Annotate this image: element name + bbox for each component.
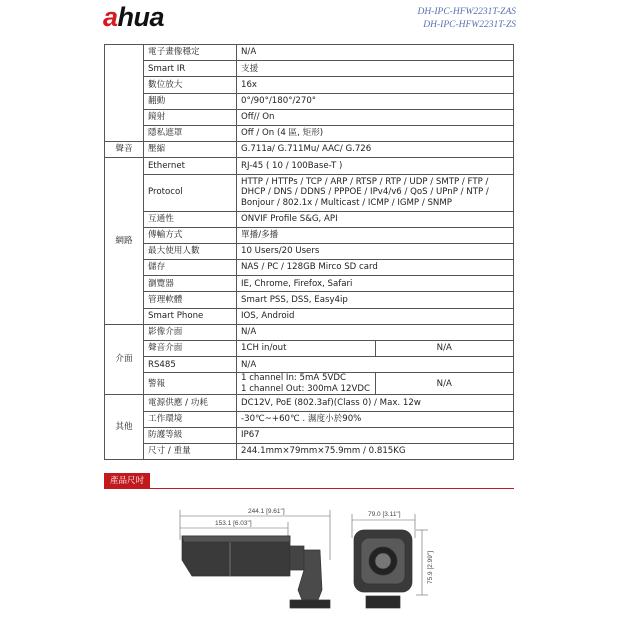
dimension-drawing	[170, 500, 460, 618]
spec-key: Protocol	[144, 174, 237, 211]
table-row	[105, 443, 514, 459]
table-row	[105, 45, 514, 61]
spec-value: 16x	[237, 77, 514, 93]
spec-value: -30℃~+60℃ . 濕度小於90%	[237, 411, 514, 427]
spec-key: 壓縮	[144, 142, 237, 158]
spec-value: 244.1mm×79mm×75.9mm / 0.815KG	[237, 443, 514, 459]
spec-value	[237, 373, 376, 395]
spec-key: 傳輸方式	[144, 227, 237, 243]
table-row	[105, 324, 514, 340]
category-interface: 介面	[105, 324, 144, 395]
alarm-in: 1 channel In: 5mA 5VDC	[241, 373, 346, 384]
spec-value: N/A	[237, 324, 514, 340]
logo-wordmark: ahua	[103, 2, 165, 32]
table-row	[105, 93, 514, 109]
front-width-label: 79.0 [3.11"]	[368, 511, 401, 518]
spec-key: 翻動	[144, 93, 237, 109]
model-numbers	[417, 6, 516, 32]
model-number-1: DH-IPC-HFW2231T-ZAS	[417, 7, 516, 17]
spec-value: HTTP / HTTPs / TCP / ARP / RTSP / RTP / UDP / SMTP / FTP / DHCP / DNS / DDNS / PPPOE / IPv4/v6 / QoS / UPnP / NTP / Bonjour / 802.1x / Multicast / ICMP / IGMP / SNMP	[237, 174, 514, 211]
table-row	[105, 174, 514, 211]
dimensions-section-label: 產品尺吋	[104, 473, 150, 489]
spec-key: 工作環境	[144, 411, 237, 427]
spec-value: N/A	[237, 45, 514, 61]
spec-value: Off// On	[237, 109, 514, 125]
spec-key: 鏡射	[144, 109, 237, 125]
spec-key: 互通性	[144, 211, 237, 227]
spec-value: IE, Chrome, Firefox, Safari	[237, 276, 514, 292]
spec-value-2: N/A	[375, 373, 514, 395]
model-number-2: DH-IPC-HFW2231T-ZS	[423, 20, 516, 30]
spec-value: 支援	[237, 61, 514, 77]
spec-key: 隱私遮罩	[144, 125, 237, 141]
category-cell	[105, 45, 144, 142]
body-length-label: 153.1 [6.03"]	[215, 520, 252, 527]
spec-value: DC12V, PoE (802.3af)(Class 0) / Max. 12w	[237, 395, 514, 411]
table-row	[105, 308, 514, 324]
spec-value-2: N/A	[375, 341, 514, 357]
spec-value: 1CH in/out	[237, 341, 376, 357]
table-row	[105, 211, 514, 227]
spec-table	[104, 44, 514, 460]
spec-value: 10 Users/20 Users	[237, 243, 514, 259]
table-row	[105, 227, 514, 243]
front-height-label: 75.9 [2.99"]	[427, 550, 434, 584]
spec-key: 聲音介面	[144, 341, 237, 357]
table-row	[105, 260, 514, 276]
table-row	[105, 77, 514, 93]
spec-key: 電源供應 / 功耗	[144, 395, 237, 411]
spec-value: IP67	[237, 427, 514, 443]
table-row	[105, 61, 514, 77]
spec-key: Ethernet	[144, 158, 237, 174]
spec-value: 單播/多播	[237, 227, 514, 243]
spec-key: RS485	[144, 357, 237, 373]
spec-value: NAS / PC / 128GB Mirco SD card	[237, 260, 514, 276]
table-row	[105, 395, 514, 411]
spec-key: 最大使用人數	[144, 243, 237, 259]
dahua-logo	[103, 2, 164, 32]
spec-key: 數位放大	[144, 77, 237, 93]
spec-key: Smart Phone	[144, 308, 237, 324]
spec-value: RJ-45 ( 10 / 100Base-T )	[237, 158, 514, 174]
table-row	[105, 276, 514, 292]
category-other: 其他	[105, 395, 144, 460]
table-row	[105, 411, 514, 427]
spec-key: 防護等級	[144, 427, 237, 443]
spec-key: 電子畫像穩定	[144, 45, 237, 61]
spec-value: N/A	[237, 357, 514, 373]
spec-key: 尺寸 / 重量	[144, 443, 237, 459]
table-row	[105, 125, 514, 141]
table-row	[105, 292, 514, 308]
logo-rest: hua	[117, 2, 165, 32]
camera-side-view	[182, 536, 330, 608]
overall-length-label: 244.1 [9.61"]	[248, 508, 285, 515]
category-network: 網路	[105, 158, 144, 325]
table-row	[105, 243, 514, 259]
spec-key: 警報	[144, 373, 237, 395]
table-row	[105, 158, 514, 174]
table-row	[105, 142, 514, 158]
table-row	[105, 357, 514, 373]
spec-value: ONVIF Profile S&G, API	[237, 211, 514, 227]
section-divider	[104, 488, 514, 489]
spec-value: IOS, Android	[237, 308, 514, 324]
spec-key: 儲存	[144, 260, 237, 276]
spec-key: 瀏覽器	[144, 276, 237, 292]
table-row	[105, 341, 514, 357]
spec-key: 影像介面	[144, 324, 237, 340]
table-row	[105, 373, 514, 395]
spec-value: Off / On (4 區, 矩形)	[237, 125, 514, 141]
category-audio: 聲音	[105, 142, 144, 158]
spec-key: Smart IR	[144, 61, 237, 77]
table-row	[105, 427, 514, 443]
spec-value: 0°/90°/180°/270°	[237, 93, 514, 109]
table-row	[105, 109, 514, 125]
spec-value: G.711a/ G.711Mu/ AAC/ G.726	[237, 142, 514, 158]
spec-value: Smart PSS, DSS, Easy4ip	[237, 292, 514, 308]
spec-key: 管理軟體	[144, 292, 237, 308]
alarm-out: 1 channel Out: 300mA 12VDC	[241, 383, 370, 394]
camera-front-view	[354, 530, 412, 608]
